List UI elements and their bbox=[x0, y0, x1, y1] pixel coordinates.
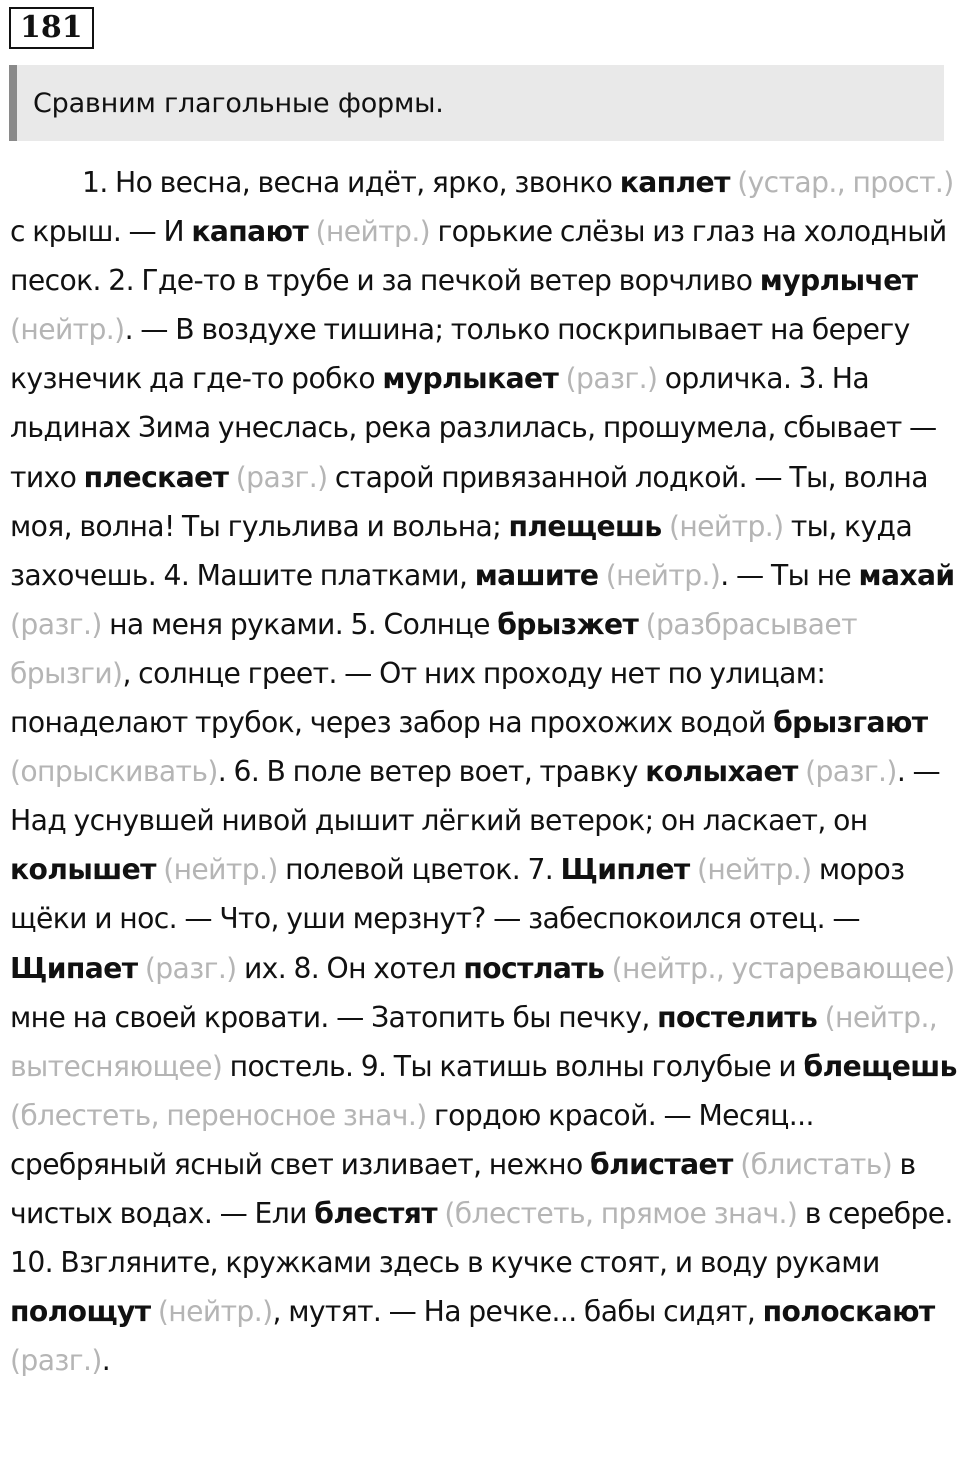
verb-form: Щиплет bbox=[560, 853, 690, 887]
style-note: (разг.) bbox=[565, 362, 658, 396]
exercise-text bbox=[10, 158, 958, 1385]
style-note: (опрыскивать) bbox=[10, 755, 218, 789]
style-note: (устар., прост.) bbox=[737, 166, 954, 199]
style-note: (разг.) bbox=[805, 755, 897, 789]
verb-form: блестят bbox=[314, 1196, 437, 1230]
text-segment: орличка. 3. На льдинах Зима унеслась, река разлилась, прошумела, сбывает — тихо bbox=[10, 362, 937, 494]
style-note: (нейтр.) bbox=[605, 558, 721, 592]
verb-form: брызжет bbox=[497, 607, 639, 641]
task-banner bbox=[9, 65, 944, 141]
text-segment: старой привязанной лодкой. — Ты, волна моя, волна! Ты гульлива и вольна; bbox=[10, 460, 928, 543]
style-note: (нейтр.) bbox=[315, 215, 431, 249]
text-segment: . — Ты не bbox=[720, 558, 859, 592]
text-segment bbox=[817, 1001, 824, 1034]
text-segment: . 6. В поле ветер воет, травку bbox=[217, 755, 646, 789]
style-note: (нейтр.) bbox=[696, 853, 812, 887]
verb-form: полоскают bbox=[762, 1295, 935, 1329]
text-segment: мне на своей кровати. — Затопить бы печку, bbox=[10, 1000, 658, 1034]
verb-form: Щипает bbox=[10, 951, 138, 985]
text-segment: на меня руками. 5. Солнце bbox=[101, 607, 498, 641]
text-segment bbox=[598, 559, 605, 592]
text-segment: . — Над уснувшей нивой дышит лёгкий ветерок; он ласкает, он bbox=[10, 755, 941, 838]
text-segment: постель. 9. Ты катишь волны голубые и bbox=[222, 1049, 804, 1083]
text-segment: мороз щёки и нос. — Что, уши мерзнут? — забеспокоился отец. — bbox=[10, 853, 905, 936]
style-note: (нейтр., устаревающее) bbox=[611, 951, 955, 985]
text-segment bbox=[798, 755, 805, 788]
text-segment: полевой цветок. 7. bbox=[277, 853, 561, 887]
style-note: (разг.) bbox=[144, 951, 237, 985]
verb-form: плещешь bbox=[508, 509, 662, 543]
exercise-number: 181 bbox=[9, 7, 94, 49]
style-note: (разбрасывает брызги) bbox=[10, 607, 857, 690]
style-note: (нейтр.) bbox=[163, 853, 278, 887]
verb-form: блистает bbox=[590, 1147, 733, 1181]
verb-form: блещешь bbox=[803, 1049, 957, 1083]
style-note: (разг.) bbox=[235, 460, 328, 494]
text-segment: ты, куда захочешь. 4. Машите платками, bbox=[10, 509, 913, 592]
text-segment bbox=[151, 1295, 158, 1328]
text-segment: в чистых водах. — Ели bbox=[10, 1147, 916, 1230]
style-note: (разг.) bbox=[10, 1344, 102, 1378]
text-segment: их. 8. Он хотел bbox=[236, 951, 464, 985]
style-note: (разг.) bbox=[10, 607, 102, 641]
verb-form: колышет bbox=[10, 853, 156, 887]
verb-form: колыхает bbox=[645, 755, 798, 789]
text-segment: горькие слёзы из глаз на холодный песок. 2. Где-то в трубе и за печкой ветер ворчливо bbox=[10, 215, 947, 298]
verb-form: мурлычет bbox=[759, 264, 918, 298]
verb-form: капают bbox=[191, 215, 309, 249]
task-text: Сравним глагольные формы. bbox=[33, 87, 444, 119]
verb-form: постлать bbox=[463, 951, 605, 985]
verb-form: плескает bbox=[83, 460, 229, 494]
verb-form: полощут bbox=[10, 1295, 151, 1329]
text-segment: в серебре. 10. Взгляните, кружками здесь в кучке стоят, и воду руками bbox=[10, 1196, 953, 1280]
verb-form: мурлыкает bbox=[382, 362, 559, 396]
text-segment bbox=[604, 952, 611, 985]
style-note: (нейтр.) bbox=[668, 509, 784, 543]
style-note: (нейтр.) bbox=[157, 1295, 273, 1329]
text-segment: 1. Но весна, весна идёт, ярко, звонко bbox=[82, 166, 620, 199]
text-segment: с крыш. — И bbox=[10, 215, 192, 249]
style-note: (блистать) bbox=[740, 1147, 893, 1181]
text-segment bbox=[228, 461, 235, 494]
verb-form: брызгают bbox=[773, 706, 928, 740]
verb-form: махай bbox=[858, 558, 955, 592]
text-segment bbox=[308, 215, 315, 248]
text-segment: . bbox=[101, 1344, 111, 1378]
text-segment bbox=[137, 952, 144, 985]
text-segment: , солнце греет. — От них проходу нет по улицам: понаделают трубок, через забор на прохожих водой bbox=[10, 656, 826, 740]
style-note: (нейтр.) bbox=[10, 313, 125, 347]
text-segment bbox=[690, 853, 697, 886]
verb-form: каплет bbox=[619, 166, 730, 199]
verb-form: машите bbox=[474, 558, 599, 592]
style-note: (нейтр., вытесняющее) bbox=[10, 1000, 938, 1083]
verb-form: постелить bbox=[657, 1000, 818, 1034]
text-segment: , мутят. — На речке... бабы сидят, bbox=[272, 1295, 763, 1329]
text-segment bbox=[662, 510, 669, 543]
text-segment: . — В воздухе тишина; только поскрипывает на берегу кузнечик да где-то робко bbox=[10, 313, 910, 396]
text-segment: гордою красой. — Месяц... сребряный ясный свет изливает, нежно bbox=[10, 1098, 814, 1181]
text-segment bbox=[638, 608, 645, 641]
style-note: (блестеть, прямое знач.) bbox=[444, 1196, 798, 1230]
style-note: (блестеть, переносное знач.) bbox=[10, 1098, 427, 1132]
text-segment bbox=[558, 362, 565, 395]
